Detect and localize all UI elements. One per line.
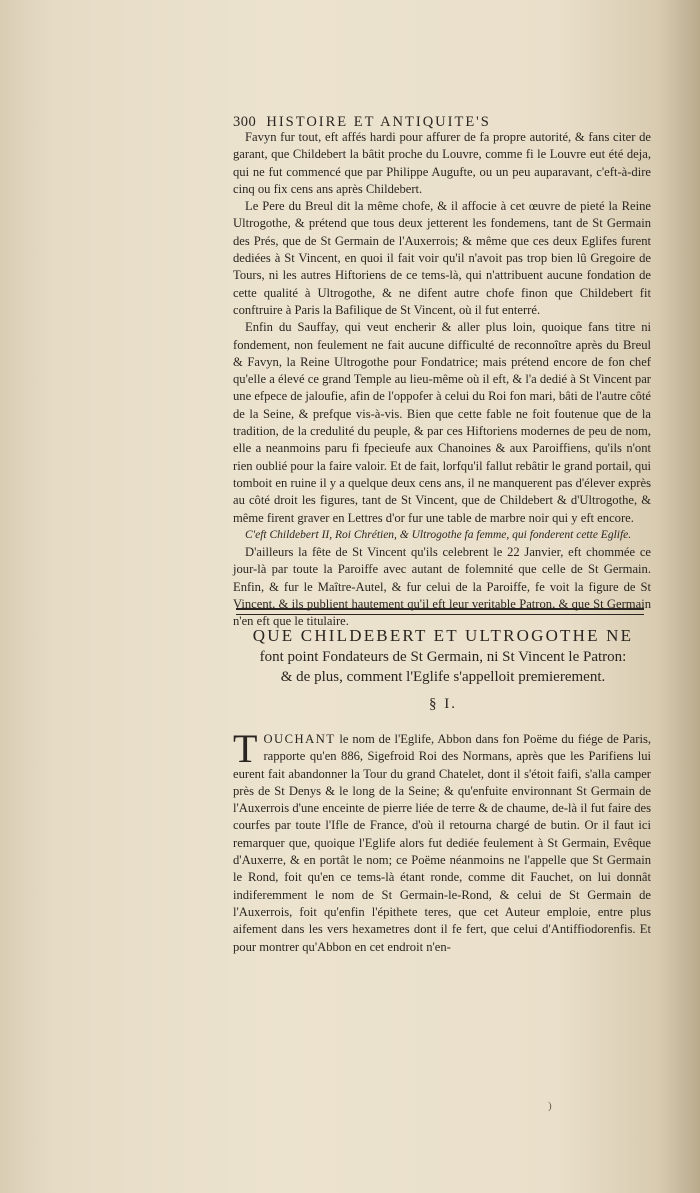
chapter-title-line1: QUE CHILDEBERT ET ULTROGOTHE NE bbox=[252, 626, 634, 645]
page-number: 300 bbox=[233, 114, 257, 130]
paragraph: Enfin du Sauffay, qui veut encherir & aller plus loin, quoique fans titre ni fondement, non feulement ne fait aucune difficulté de reconnoître après du Breul & Favyn, la Reine Ultrogothe pour Fondatrice; mais prétend encore de fon chef qu'elle a élevé ce grand Temple au lieu-même où il eft, & l'a dedié à St Vincent par une efpece de jaloufie, afin de l'oppofer à celui du Roi fon mari, bâti de l'autre côté de la Seine, & prefque vis-à-vis. Bien que cette fable ne foit foutenue que de la tradition, de la credulité du peuple, & par ces Hiftoriens modernes de peu de nom, elle a neanmoins paru fi fpecieufe aux Chanoines & aux Paroiffiens, qu'ils n'ont rien oublié pour la faire valoir. Et de fait, lorfqu'il fallut rebâtir le grand portail, qui tomboit en ruine il y a quelque deux cens ans, il ne manquerent pas d'élever exprès au côté droit les figures, tant de St Vincent, que de Childebert & d'Ultrogothe, & même firent graver en Lettres d'or fur une table de marbre noir qui y eft encore. bbox=[233, 320, 651, 525]
lead-word: OUCHANT bbox=[263, 732, 336, 746]
section-number: § I. bbox=[429, 696, 457, 712]
chapter-title bbox=[233, 625, 653, 687]
inscription-note: C'eft Childebert II, Roi Chrétien, & Ultrogothe fa femme, qui fonderent cette Eglife. bbox=[245, 528, 632, 541]
chapter-title-line2: font point Fondateurs de St Germain, ni St Vincent le Patron: bbox=[259, 649, 627, 665]
section-rule bbox=[236, 608, 644, 610]
paragraph: D'ailleurs la fête de St Vincent qu'ils celebrent le 22 Janvier, eft chommée ce jour-là par toute la Paroiffe avec autant de folemnité que celle de St Germain. Enfin, & fur le Maître-Autel, & fur celui de la Paroiffe, fe voit la figure de St Vincent, & ils publient hautement qu'il eft leur veritable Patron, & que St Germain n'en eft que le titulaire. bbox=[233, 545, 651, 629]
paragraph: Le Pere du Breul dit la même chofe, & il affocie à cet œuvre de pieté la Reine Ultrogothe, & prétend que tous deux jetterent les fondemens, tant de St Germain des Prés, que de St Germain de l'Auxerrois; & même que ces deux Eglifes furent dediées à St Vincent, en quoi il fait voir qu'il n'avoit pas trop bien lû Gregoire de Tours, ni les autres Hiftoriens de ce tems-là, qui n'attribuent aucune fondation de cette qualité à Ultrogothe, & ne difent autre chofe finon que Childebert fit conftruire à Paris la Bafilique de St Vincent, où il fut enterré. bbox=[233, 199, 651, 317]
drop-cap: T bbox=[233, 726, 258, 771]
margin-mark: ) bbox=[548, 1100, 552, 1112]
section-rule-thin bbox=[236, 614, 644, 615]
text-block-lower bbox=[233, 726, 651, 956]
chapter-title-line3: & de plus, comment l'Eglife s'appelloit premierement. bbox=[280, 669, 606, 685]
paragraph bbox=[233, 726, 651, 956]
paragraph: Favyn fur tout, eft affés hardi pour affurer de fa propre autorité, & fans citer de garant, que Childebert la bâtit proche du Louvre, comme fi le Louvre eut été deja, qui ne fut commencé que par Philippe Augufte, ou un peu auparavant, c'eft-à-dire cinq ou fix cens ans après Childebert. bbox=[233, 130, 651, 196]
running-title: HISTOIRE ET ANTIQUITE'S bbox=[266, 114, 491, 130]
paragraph-text: le nom de l'Eglife, Abbon dans fon Poëme du fiége de Paris, rapporte qu'en 886, Sigefroid Roi des Normans, après que les Parifiens lui eurent fait abandonner la Tour du grand Chatelet, dont il s'étoit faifi, s'alla camper près de St Denys & le long de la Seine; & qu'enfuite environnant St Germain de l'Auxerrois d'une enceinte de pierre liée de terre & de chaume, de-là il fut faire des courfes par toute l'Ifle de France, d'où il retourna chargé de butin. Or il faut ici remarquer que, quoique l'Eglife alors fut dediée feulement à St Germain, Evêque d'Auxerre, & en portât le nom; ce Poëme néanmoins ne l'appelle que St Germain le Rond, foit qu'en ce tems-là étant ronde, comme dit Fauchet, on lui donnât indiferemment le nom de St Germain-le-Rond, & celui de St Germain de l'Auxerrois, foit qu'enfin l'épithete teres, que cet Auteur emploie, entre plus aifement dans les vers hexametres dont il fe fert, que celui d'Antiffiodorenfis. Et pour montrer qu'Abbon en cet endroit n'en- bbox=[233, 732, 651, 954]
text-block-upper bbox=[233, 129, 651, 631]
